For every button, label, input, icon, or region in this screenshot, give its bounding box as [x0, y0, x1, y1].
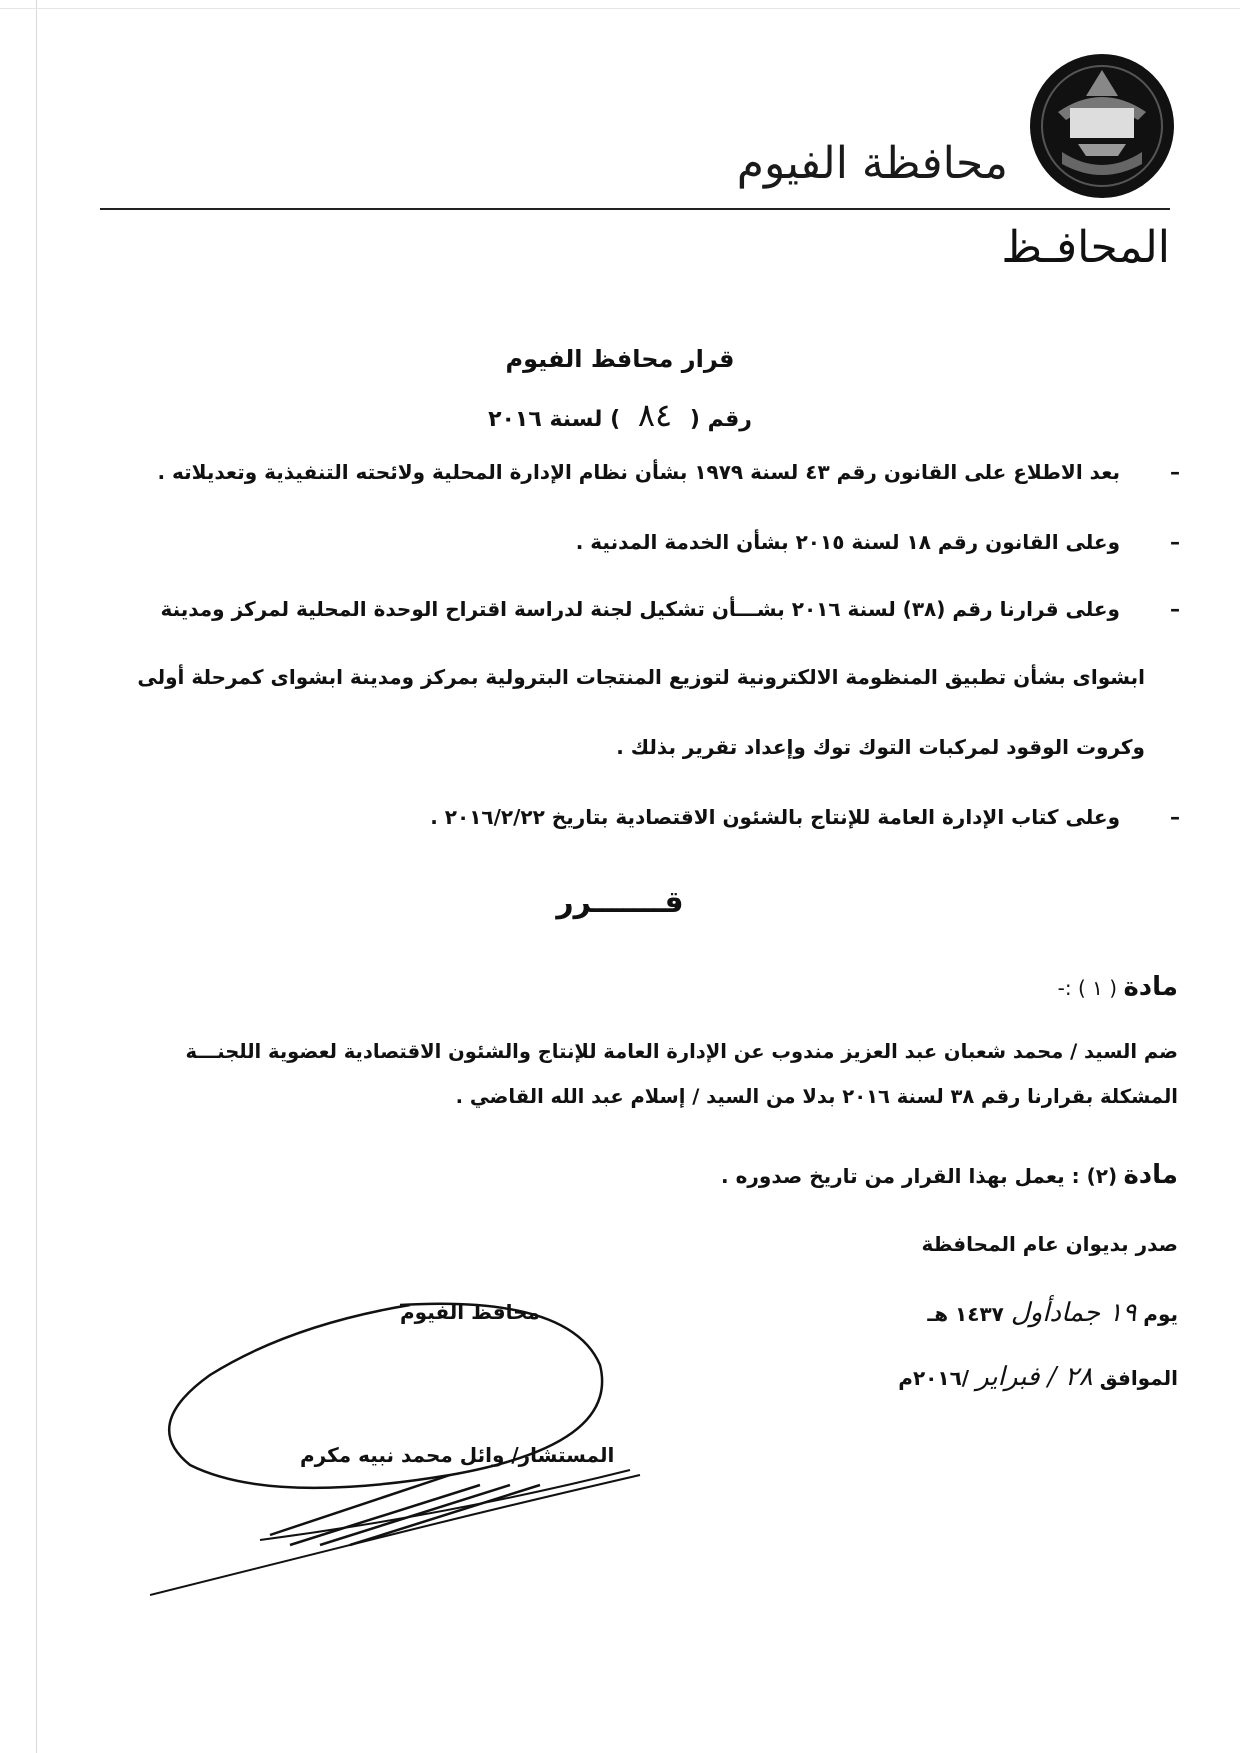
article-1-heading [1058, 972, 1178, 1002]
decree-year-label: ) لسنة ٢٠١٦ [488, 407, 621, 432]
page-top-edge [0, 8, 1240, 9]
article-2-text: (٢) : يعمل بهذا القرار من تاريخ صدوره . [721, 1164, 1118, 1188]
signatory-title: محافظ الفيوم [400, 1300, 540, 1324]
article-number: ( ١ ) :- [1057, 976, 1118, 1000]
preamble-dash: – [1170, 805, 1180, 829]
hijri-prefix: يوم [1143, 1302, 1178, 1326]
decree-number: ٨٤ [637, 396, 673, 434]
greg-handwritten: ٢٨ / فبراير [976, 1362, 1093, 1392]
greg-prefix: الموافق [1099, 1366, 1178, 1390]
decided-heading: قـــــــرر [556, 885, 684, 920]
article-label: مادة [1123, 972, 1178, 1002]
decree-number-label: رقم ( [689, 407, 752, 432]
article-2-heading [721, 1160, 1178, 1190]
issued-place: صدر بديوان عام المحافظة [921, 1232, 1178, 1256]
preamble-dash: – [1170, 597, 1180, 621]
decree-number-line [0, 396, 1240, 434]
preamble-line: وعلى القانون رقم ١٨ لسنة ٢٠١٥ بشأن الخدمة المدنية . [575, 530, 1120, 554]
header-rule [100, 208, 1170, 210]
preamble-dash: – [1170, 530, 1180, 554]
greg-suffix: /٢٠١٦م [898, 1366, 970, 1390]
gregorian-date [898, 1362, 1178, 1392]
signatory-name: المستشار/ وائل محمد نبيه مكرم [300, 1443, 615, 1467]
article-label: مادة [1123, 1160, 1178, 1190]
article-1-line: المشكلة بقرارنا رقم ٣٨ لسنة ٢٠١٦ بدلا من السيد / إسلام عبد الله القاضي . [455, 1085, 1178, 1108]
preamble-dash: – [1170, 460, 1180, 484]
preamble-line: بعد الاطلاع على القانون رقم ٤٣ لسنة ١٩٧٩ بشأن نظام الإدارة المحلية ولائحته التنفيذية وتعديلاته . [157, 460, 1120, 484]
decree-title: قرار محافظ الفيوم [505, 345, 735, 373]
governorate-name: محافظة الفيوم [736, 138, 1008, 189]
preamble-line: وكروت الوقود لمركبات التوك توك وإعداد تقرير بذلك . [616, 735, 1145, 759]
governorate-seal [1028, 52, 1176, 200]
article-1-line: ضم السيد / محمد شعبان عبد العزيز مندوب عن الإدارة العامة للإنتاج والشئون الاقتصادية لعضوية اللجنـــة [185, 1040, 1178, 1063]
preamble-line: وعلى كتاب الإدارة العامة للإنتاج بالشئون الاقتصادية بتاريخ ٢٠١٦/٢/٢٢ . [430, 805, 1120, 829]
office-title: المحافـظ [1001, 222, 1170, 273]
hijri-suffix: ١٤٣٧ هـ [927, 1302, 1004, 1326]
hijri-handwritten: ١٩ جمادأول [1010, 1298, 1137, 1328]
hijri-date [927, 1298, 1178, 1328]
preamble-line: ابشواى بشأن تطبيق المنظومة الالكترونية لتوزيع المنتجات البترولية بمركز ومدينة ابشواى كمرحلة أولى [137, 665, 1145, 689]
handwritten-signature [150, 1275, 710, 1605]
page-edge [36, 0, 37, 1753]
preamble-line: وعلى قرارنا رقم (٣٨) لسنة ٢٠١٦ بشـــأن تشكيل لجنة لدراسة اقتراح الوحدة المحلية لمركز ومدينة [160, 597, 1120, 621]
